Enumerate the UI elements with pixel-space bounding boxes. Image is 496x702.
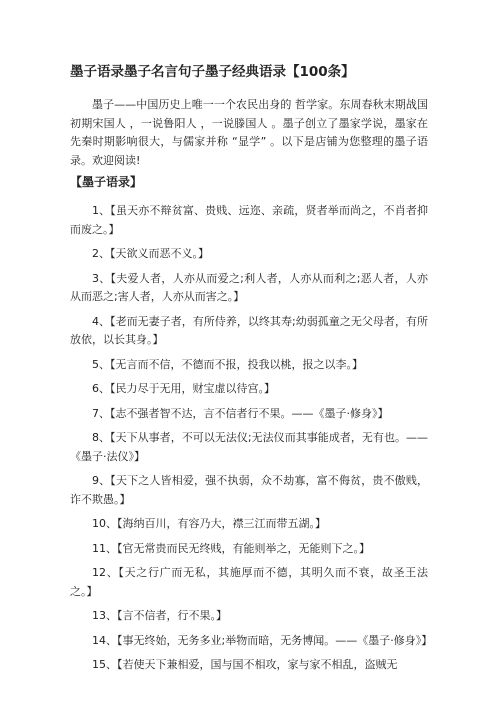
quote-item: 2、【天欲义而恶不义。】: [92, 247, 209, 260]
quote-item: 3、【夫爱人者，人亦从而爱之;利人者，人亦从而利之;恶人者，人亦从而恶之;害人者，人亦从而害之。】: [70, 271, 428, 303]
quote-item: 9、【天下之人皆相爱，强不执弱，众不劫寡，富不侮贫，贵不傲贱，诈不欺愚。】: [70, 474, 428, 506]
quote-item: 6、【民力尽于无用，财宝虚以待宫。】: [92, 382, 275, 395]
intro-paragraph: 墨子——中国历史上唯一一个农民出身的 哲学家。东周春秋末期战国初期宋国人 ，一说鲁阳人 ，一说滕国人 。墨子创立了墨家学说，墨家在先秦时期影响很大，与儒家并称 “显学” 。以下是店铺为您整理的墨子语录。欢迎阅读!: [70, 98, 428, 167]
quote-item: 5、【无言而不信，不德而不报，投我以桃，报之以李。】: [92, 357, 363, 371]
quote-item: 12、【天之行广而无私，其施厚而不德，其明久而不衰，故圣王法之。】: [70, 566, 428, 598]
quote-item: 8、【天下从事者，不可以无法仪;无法仪而其事能成者，无有也。——《墨子·法仪》】: [70, 431, 428, 463]
quote-item: 1、【虽天亦不辩贫富、贵贱、远迩、亲疏，贤者举而尚之，不肖者抑而废之。】: [70, 204, 428, 236]
quote-item: 15、【若使天下兼相爱，国与国不相攻，家与家不相乱，盗贼无: [92, 658, 398, 671]
quote-item: 4、【老而无妻子者，有所侍养，以终其寿;幼弱孤童之无父母者，有所放依，以长其身。】: [70, 314, 428, 346]
quote-list: [70, 202, 433, 675]
quote-item: 7、【志不强者智不达，言不信者行不果。——《墨子·修身》】: [92, 406, 389, 420]
quote-item: 13、【言不信者，行不果。】: [92, 609, 227, 622]
quote-item: 11、【官无常贵而民无终贱，有能则举之，无能则下之。】: [92, 541, 370, 555]
quote-item: 14、【事无终始，无务多业;举物而暗，无务博闻。——《墨子·修身》】: [92, 633, 433, 647]
section-heading: 【墨子语录】: [70, 175, 143, 189]
page-title: 墨子语录墨子名言句子墨子经典语录【100条】: [70, 64, 355, 80]
quote-item: 10、【海纳百川，有容乃大，襟三江而带五湖。】: [92, 517, 326, 530]
